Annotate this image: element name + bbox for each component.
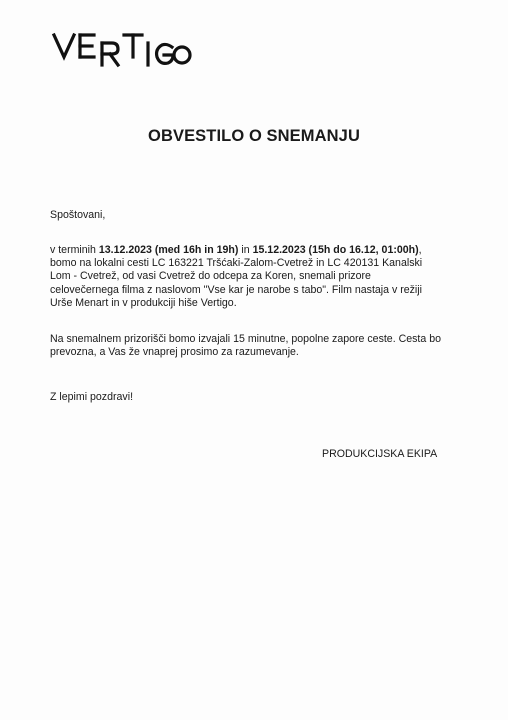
paragraph-line: v terminih 13.12.2023 (med 16h in 19h) in 15.12.2023 (15h do 16.12, 01:00h), [50, 244, 422, 256]
vertigo-logo [50, 31, 192, 71]
signature: PRODUKCIJSKA EKIPA [322, 448, 438, 460]
paragraph-road-closure [50, 333, 470, 359]
filming-date-1: 13.12.2023 (med 16h in 19h) [98, 244, 239, 256]
filming-date-2: 15.12.2023 (15h do 16.12, 01:00h) [252, 244, 419, 256]
paragraph-line: Na snemalnem prizorišči bomo izvajali 15 minutne, popolne zapore ceste. Cesta bo [50, 333, 441, 345]
document-title: OBVESTILO O SNEMANJU [148, 127, 360, 145]
paragraph-line: prevozna, a Vas že vnaprej prosimo za razumevanje. [50, 346, 299, 359]
greeting: Spoštovani, [50, 209, 106, 221]
paragraph-line: Lom - Cvetrež, od vasi Cvetrež do odcepa za Koren, snemali prizore [50, 270, 371, 283]
paragraph-filming-schedule [50, 244, 470, 310]
closing-greeting: Z lepimi pozdravi! [50, 391, 134, 403]
paragraph-line: bomo na lokalni cesti LC 163221 Tršćaki-Zalom-Cvetrež in LC 420131 Kanalski [50, 257, 423, 270]
paragraph-line: Urše Menart in v produkciji hiše Vertigo. [50, 296, 237, 309]
paragraph-line: celovečernega filma z naslovom "Vse kar je narobe s tabo". Film nastaja v režiji [50, 283, 422, 296]
